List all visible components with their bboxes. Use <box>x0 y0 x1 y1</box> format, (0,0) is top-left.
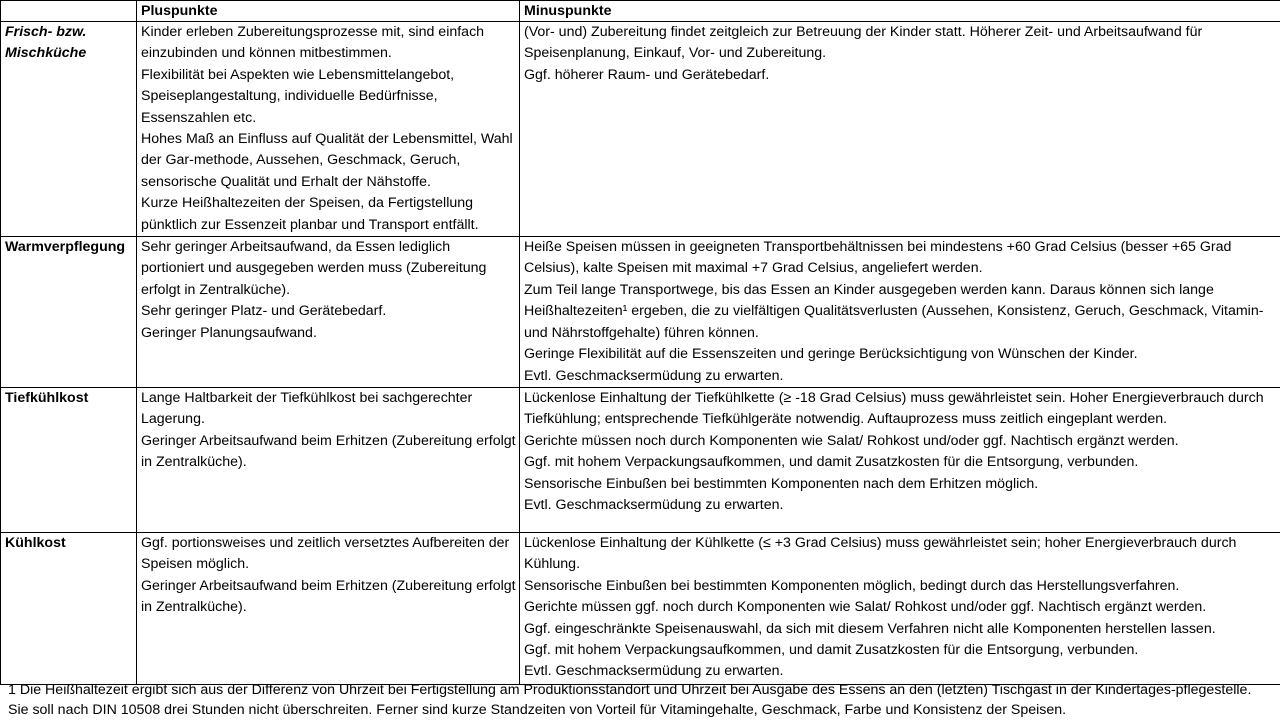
plus-point: Geringer Arbeitsaufwand beim Erhitzen (Zubereitung erfolgt in Zentralküche). <box>141 577 516 616</box>
minus-point: Evtl. Geschmacksermüdung zu erwarten. <box>524 367 784 384</box>
header-minuspunkte: Minuspunkte <box>520 1 1280 22</box>
minus-point: Zum Teil lange Transportwege, bis das Essen an Kinder ausgegeben werden kann. Daraus können sich lange Heißhaltezeiten¹ ergeben, die zu vielfältigen Qualitätsverlusten (Aussehen, Konsistenz, Geruch, Geschmack, Vitamin- und Nährstoffgehalte) führen können. <box>524 281 1264 341</box>
plus-point: Flexibilität bei Aspekten wie Lebensmittelangebot, Speiseplangestaltung, individuelle Bedürfnisse, Essenszahlen etc. <box>141 66 455 126</box>
minus-point: Sensorische Einbußen bei bestimmten Komponenten möglich, bedingt durch das Herstellungsverfahren. <box>524 577 1180 594</box>
footnote: 1 Die Heißhaltezeit ergibt sich aus der Differenz von Uhrzeit bei Fertigstellung am Produktionsstandort und Uhrzeit bei Ausgabe des Essens an den (letzten) Tischgast in der Kindertages-pflegestelle. Sie soll nach DIN 10508 drei Stunden nicht überschreiten. Ferner sind kurze Standzeiten von Vorteil für Vitamingehalte, Geschmack, Farbe und Konsistenz der Speisen. <box>8 682 1252 718</box>
header-row <box>1 1 1280 22</box>
plus-point: Geringer Planungsaufwand. <box>141 324 317 341</box>
table-row-kuehlkost <box>1 532 1280 684</box>
minus-cell <box>520 387 1280 532</box>
plus-cell <box>137 387 520 532</box>
minus-point: Sensorische Einbußen bei bestimmten Komponenten nach dem Erhitzen möglich. <box>524 475 1039 492</box>
plus-cell <box>137 532 520 684</box>
minus-point: Ggf. mit hohem Verpackungsaufkommen, und damit Zusatzkosten für die Entsorgung, verbunden. <box>524 641 1139 658</box>
minus-point: Gerichte müssen ggf. noch durch Komponenten wie Salat/ Rohkost und/oder ggf. Nachtisch ergänzt werden. <box>524 599 1207 616</box>
plus-cell <box>137 237 520 388</box>
header-pluspunkte: Pluspunkte <box>137 1 520 22</box>
table-row-frischkueche <box>1 22 1280 237</box>
minus-point: Geringe Flexibilität auf die Essenszeiten und geringe Berücksichtigung von Wünschen der Kinder. <box>524 346 1138 363</box>
minus-point: Evtl. Geschmacksermüdung zu erwarten. <box>524 663 784 680</box>
row-label: Tiefkühlkost <box>1 387 137 532</box>
plus-point: Geringer Arbeitsaufwand beim Erhitzen (Zubereitung erfolgt in Zentralküche). <box>141 432 516 471</box>
table-row-warmverpflegung <box>1 237 1280 388</box>
minus-point: Lückenlose Einhaltung der Tiefkühlkette (≥ -18 Grad Celsius) muss gewährleistet sein. Hoher Energieverbrauch durch Tiefkühlung; entsprechende Tiefkühlgeräte notwendig. Auftauprozess muss zeitlich eingeplant werden. <box>524 389 1264 428</box>
plus-point: Kurze Heißhaltezeiten der Speisen, da Fertigstellung pünktlich zur Essenzeit planbar und Transport entfällt. <box>141 195 479 233</box>
minus-point: Gerichte müssen noch durch Komponenten wie Salat/ Rohkost und/oder ggf. Nachtisch ergänzt werden. <box>524 432 1179 449</box>
minus-point: Evtl. Geschmacksermüdung zu erwarten. <box>524 496 784 513</box>
plus-point: Hohes Maß an Einfluss auf Qualität der Lebensmittel, Wahl der Gar-methode, Aussehen, Geschmack, Geruch, sensorische Qualität und Erhalt der Nähstoffe. <box>141 131 513 190</box>
minus-cell <box>520 22 1280 237</box>
minus-cell <box>520 532 1280 684</box>
minus-point: Ggf. höherer Raum- und Gerätebedarf. <box>524 66 770 83</box>
row-label: Frisch- bzw. Mischküche <box>1 22 137 237</box>
plus-point: Ggf. portionsweises und zeitlich versetztes Aufbereiten der Speisen möglich. <box>141 534 510 573</box>
minus-point: Ggf. mit hohem Verpackungsaufkommen, und damit Zusatzkosten für die Entsorgung, verbunden. <box>524 454 1139 471</box>
minus-point: Heiße Speisen müssen in geeigneten Transportbehältnissen bei mindestens +60 Grad Celsius (besser +65 Grad Celsius), kalte Speisen mit maximal +7 Grad Celsius, angeliefert werden. <box>524 239 1232 277</box>
plus-point: Sehr geringer Platz- und Gerätebedarf. <box>141 303 387 320</box>
plus-point: Lange Haltbarkeit der Tiefkühlkost bei sachgerechter Lagerung. <box>141 389 473 428</box>
header-empty-cell <box>1 1 137 22</box>
plus-point: Sehr geringer Arbeitsaufwand, da Essen lediglich portioniert und ausgegeben werden muss (Zubereitung erfolgt in Zentralküche). <box>141 239 487 298</box>
row-label: Kühlkost <box>1 532 137 684</box>
plus-point: Kinder erleben Zubereitungsprozesse mit, sind einfach einzubinden und können mitbestimmen. <box>141 24 485 62</box>
minus-point: Lückenlose Einhaltung der Kühlkette (≤ +3 Grad Celsius) muss gewährleistet sein; hoher Energieverbrauch durch Kühlung. <box>524 534 1237 573</box>
minus-point: Ggf. eingeschränkte Speisenauswahl, da sich mit diesem Verfahren nicht alle Komponenten herstellen lassen. <box>524 620 1216 637</box>
plus-cell <box>137 22 520 237</box>
table-row-tiefkuehlkost <box>1 387 1280 532</box>
row-label: Warmverpflegung <box>1 237 137 388</box>
minus-point: (Vor- und) Zubereitung findet zeitgleich zur Betreuung der Kinder statt. Höherer Zeit- und Arbeitsaufwand für Speisenplanung, Einkauf, Vor- und Zubereitung. <box>524 24 1203 62</box>
minus-cell <box>520 237 1280 388</box>
